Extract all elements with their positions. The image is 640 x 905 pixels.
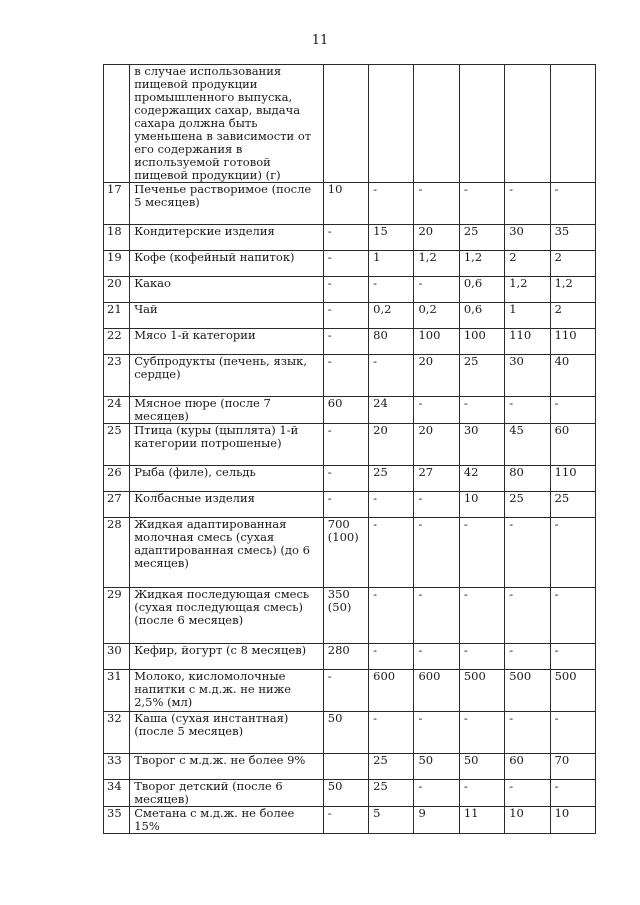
cell-value: 30 <box>459 424 504 466</box>
table-row <box>104 518 596 588</box>
cell-value: 11 <box>459 807 504 834</box>
cell-value: - <box>369 588 414 644</box>
cell-value: - <box>550 644 595 670</box>
cell-value: - <box>550 518 595 588</box>
cell-value: 500 <box>505 670 550 712</box>
row-number: 27 <box>104 492 130 518</box>
row-number: 17 <box>104 183 130 225</box>
cell-value: - <box>323 492 368 518</box>
cell-value: - <box>505 644 550 670</box>
cell-value: 280 <box>323 644 368 670</box>
cell-value: 25 <box>369 780 414 807</box>
cell-value: 0,6 <box>459 277 504 303</box>
row-number: 24 <box>104 397 130 424</box>
cell-value: - <box>369 492 414 518</box>
cell-value: 60 <box>323 397 368 424</box>
cell-value: - <box>505 518 550 588</box>
cell-value: - <box>323 329 368 355</box>
product-name: Творог детский (после 6 месяцев) <box>130 780 324 807</box>
cell-value: - <box>323 355 368 397</box>
cell-value: 110 <box>505 329 550 355</box>
cell-value: 1,2 <box>550 277 595 303</box>
cell-value: 60 <box>550 424 595 466</box>
cell-value <box>323 754 368 780</box>
cell-value: 25 <box>369 754 414 780</box>
cell-value: - <box>414 712 459 754</box>
row-number: 30 <box>104 644 130 670</box>
page-number: 11 <box>311 33 329 48</box>
cell-value: 50 <box>414 754 459 780</box>
product-name: Чай <box>130 303 324 329</box>
product-name: Птица (куры (цыплята) 1-й категории потрошеные) <box>130 424 324 466</box>
cell-value: 110 <box>550 329 595 355</box>
table-row <box>104 225 596 251</box>
cell-value: - <box>459 712 504 754</box>
product-name: Колбасные изделия <box>130 492 324 518</box>
cell-value: 10 <box>323 183 368 225</box>
cell-value <box>550 65 595 183</box>
cell-value: 25 <box>459 225 504 251</box>
row-number: 26 <box>104 466 130 492</box>
cell-value: 20 <box>369 424 414 466</box>
cell-value: 110 <box>550 466 595 492</box>
cell-value: 2 <box>550 303 595 329</box>
row-number: 32 <box>104 712 130 754</box>
cell-value: 30 <box>505 355 550 397</box>
cell-value: - <box>459 397 504 424</box>
product-name: Субпродукты (печень, язык, сердце) <box>130 355 324 397</box>
row-number: 33 <box>104 754 130 780</box>
table-row <box>104 712 596 754</box>
product-name: Жидкая последующая смесь (сухая последующая смесь) (после 6 месяцев) <box>130 588 324 644</box>
cell-value: 42 <box>459 466 504 492</box>
cell-value: - <box>369 183 414 225</box>
cell-value: - <box>323 277 368 303</box>
cell-value: 40 <box>550 355 595 397</box>
cell-value: - <box>369 644 414 670</box>
cell-value: 10 <box>505 807 550 834</box>
cell-value: - <box>459 644 504 670</box>
cell-value: - <box>550 712 595 754</box>
cell-value: - <box>414 397 459 424</box>
intro-text: в случае использования пищевой продукции промышленного выпуска, содержащих сахар, выдача сахара должна быть уменьшена в зависимости от его содержания в используемой готовой пищевой продукции) (г) <box>130 65 324 183</box>
cell-value: 1,2 <box>414 251 459 277</box>
cell-value: 10 <box>459 492 504 518</box>
row-number: 22 <box>104 329 130 355</box>
row-number: 21 <box>104 303 130 329</box>
cell-value: 0,2 <box>414 303 459 329</box>
cell-value: 1 <box>505 303 550 329</box>
table-row <box>104 424 596 466</box>
table-body <box>104 65 596 834</box>
product-name: Мясное пюре (после 7 месяцев) <box>130 397 324 424</box>
cell-value <box>323 65 368 183</box>
cell-value: - <box>414 277 459 303</box>
table-row <box>104 492 596 518</box>
cell-value: 25 <box>505 492 550 518</box>
cell-value: - <box>323 303 368 329</box>
cell-value: - <box>323 424 368 466</box>
cell-value: - <box>505 712 550 754</box>
product-name: Рыба (филе), сельдь <box>130 466 324 492</box>
cell-value <box>505 65 550 183</box>
cell-value: - <box>414 780 459 807</box>
table-row <box>104 329 596 355</box>
cell-value: - <box>414 183 459 225</box>
table-row <box>104 303 596 329</box>
table-row <box>104 355 596 397</box>
table-row <box>104 277 596 303</box>
cell-value: - <box>459 780 504 807</box>
cell-value: 25 <box>369 466 414 492</box>
cell-value: - <box>505 183 550 225</box>
cell-value: 350 (50) <box>323 588 368 644</box>
cell-value <box>459 65 504 183</box>
cell-value: 15 <box>369 225 414 251</box>
row-number: 29 <box>104 588 130 644</box>
cell-value: 30 <box>505 225 550 251</box>
product-name: Какао <box>130 277 324 303</box>
cell-value: 100 <box>459 329 504 355</box>
table-row <box>104 670 596 712</box>
row-number: 28 <box>104 518 130 588</box>
cell-value: - <box>550 588 595 644</box>
cell-value: 70 <box>550 754 595 780</box>
cell-value: 2 <box>505 251 550 277</box>
cell-value <box>369 65 414 183</box>
cell-value: 80 <box>505 466 550 492</box>
cell-value: 100 <box>414 329 459 355</box>
row-number: 34 <box>104 780 130 807</box>
cell-value: - <box>414 518 459 588</box>
cell-value: - <box>369 712 414 754</box>
cell-value: - <box>323 466 368 492</box>
cell-value: - <box>369 518 414 588</box>
cell-value: - <box>505 397 550 424</box>
cell-value: - <box>369 355 414 397</box>
row-number: 20 <box>104 277 130 303</box>
table-row <box>104 397 596 424</box>
cell-value: 1 <box>369 251 414 277</box>
table-row-intro <box>104 65 596 183</box>
product-name: Кондитерские изделия <box>130 225 324 251</box>
cell-value: 0,6 <box>459 303 504 329</box>
cell-value: - <box>459 183 504 225</box>
cell-value: - <box>414 588 459 644</box>
cell-num <box>104 65 130 183</box>
cell-value: 600 <box>369 670 414 712</box>
table-row <box>104 644 596 670</box>
cell-value: - <box>550 397 595 424</box>
cell-value: - <box>550 780 595 807</box>
table-row <box>104 466 596 492</box>
cell-value: - <box>505 780 550 807</box>
cell-value: 60 <box>505 754 550 780</box>
cell-value: 50 <box>459 754 504 780</box>
product-name: Каша (сухая инстантная) (после 5 месяцев) <box>130 712 324 754</box>
cell-value: 700 (100) <box>323 518 368 588</box>
product-name: Кефир, йогурт (с 8 месяцев) <box>130 644 324 670</box>
product-name: Кофе (кофейный напиток) <box>130 251 324 277</box>
cell-value: 50 <box>323 780 368 807</box>
cell-value: 1,2 <box>505 277 550 303</box>
cell-value: 25 <box>550 492 595 518</box>
ration-table <box>103 64 596 834</box>
cell-value: - <box>323 225 368 251</box>
cell-value: 500 <box>550 670 595 712</box>
cell-value: - <box>323 670 368 712</box>
row-number: 18 <box>104 225 130 251</box>
row-number: 31 <box>104 670 130 712</box>
cell-value: 5 <box>369 807 414 834</box>
cell-value: - <box>369 277 414 303</box>
cell-value: - <box>414 492 459 518</box>
cell-value: 25 <box>459 355 504 397</box>
cell-value: 20 <box>414 355 459 397</box>
table-row <box>104 183 596 225</box>
cell-value: 0,2 <box>369 303 414 329</box>
product-name: Сметана с м.д.ж. не более 15% <box>130 807 324 834</box>
table-row <box>104 588 596 644</box>
cell-value: 50 <box>323 712 368 754</box>
product-name: Мясо 1-й категории <box>130 329 324 355</box>
cell-value: 20 <box>414 424 459 466</box>
row-number: 35 <box>104 807 130 834</box>
cell-value: 9 <box>414 807 459 834</box>
cell-value <box>414 65 459 183</box>
cell-value: 600 <box>414 670 459 712</box>
table-row <box>104 754 596 780</box>
cell-value: 2 <box>550 251 595 277</box>
cell-value: 27 <box>414 466 459 492</box>
cell-value: - <box>459 518 504 588</box>
product-name: Жидкая адаптированная молочная смесь (сухая адаптированная смесь) (до 6 месяцев) <box>130 518 324 588</box>
cell-value: 24 <box>369 397 414 424</box>
cell-value: 80 <box>369 329 414 355</box>
cell-value: 500 <box>459 670 504 712</box>
row-number: 19 <box>104 251 130 277</box>
row-number: 23 <box>104 355 130 397</box>
table-row <box>104 251 596 277</box>
product-name: Молоко, кисломолочные напитки с м.д.ж. не ниже 2,5% (мл) <box>130 670 324 712</box>
table-row <box>104 780 596 807</box>
table-row <box>104 807 596 834</box>
cell-value: 10 <box>550 807 595 834</box>
product-name: Творог с м.д.ж. не более 9% <box>130 754 324 780</box>
cell-value: - <box>505 588 550 644</box>
product-name: Печенье растворимое (после 5 месяцев) <box>130 183 324 225</box>
row-number: 25 <box>104 424 130 466</box>
cell-value: - <box>323 251 368 277</box>
cell-value: 35 <box>550 225 595 251</box>
cell-value: 45 <box>505 424 550 466</box>
cell-value: - <box>414 644 459 670</box>
cell-value: - <box>459 588 504 644</box>
cell-value: 1,2 <box>459 251 504 277</box>
cell-value: 20 <box>414 225 459 251</box>
cell-value: - <box>323 807 368 834</box>
cell-value: - <box>550 183 595 225</box>
